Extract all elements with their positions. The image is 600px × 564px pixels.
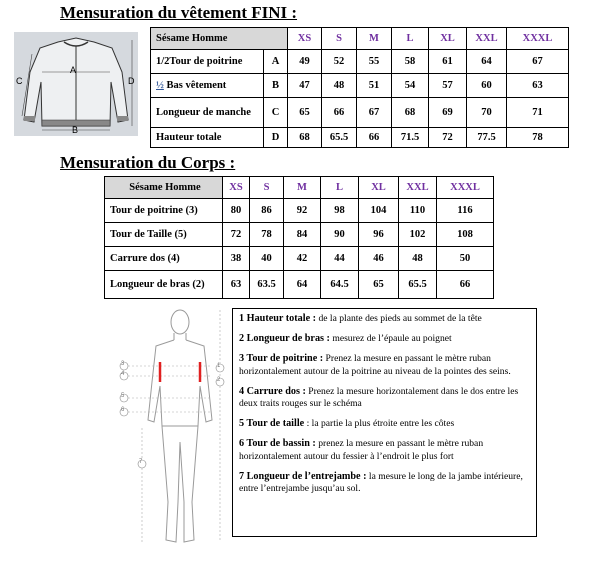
instruction-text: mesurez de l’épaule au poignet [329, 333, 452, 344]
instruction-term: 4 Carrure dos : [239, 385, 306, 397]
instruction-text: de la plante des pieds au sommet de la tête [316, 313, 482, 324]
instruction-text: Prenez la mesure en passant le mètre ruban horizontalement autour de la poitrine au niveau de la pointes des seins. [239, 353, 511, 377]
size-header: S [250, 177, 284, 199]
size-header: XXL [399, 177, 437, 199]
instruction-item [239, 471, 530, 496]
cell: 66 [322, 98, 357, 128]
instruction-item [239, 353, 530, 378]
diagram-letter-a: A [70, 65, 77, 75]
cell: 51 [357, 74, 392, 98]
diagram-number: 7 [139, 459, 143, 465]
row-label: Tour de poitrine (3) [105, 199, 223, 223]
diagram-letter-d: D [128, 76, 135, 86]
row-label: 1/2Tour de poitrine [151, 50, 264, 74]
table-row [151, 74, 569, 98]
cell: 108 [437, 223, 494, 247]
diagram-number: 2 [217, 377, 221, 383]
cell: 40 [250, 247, 284, 271]
cell: 65 [288, 98, 322, 128]
cell: 44 [321, 247, 359, 271]
cell: 72 [223, 223, 250, 247]
body-header-row [105, 177, 494, 199]
size-header: S [322, 28, 357, 50]
cell: 68 [392, 98, 429, 128]
size-header: M [357, 28, 392, 50]
cell: 71.5 [392, 128, 429, 148]
size-header: XXXL [507, 28, 569, 50]
instruction-item [239, 438, 530, 463]
table-row [105, 271, 494, 299]
cell: 86 [250, 199, 284, 223]
cell: 67 [507, 50, 569, 74]
cell: 80 [223, 199, 250, 223]
diagram-number: 5 [121, 393, 125, 399]
row-label [151, 74, 264, 98]
measurement-instructions [232, 308, 537, 537]
size-header: XXXL [437, 177, 494, 199]
half-symbol: ½ [156, 79, 164, 91]
jacket-illustration [14, 32, 138, 136]
cell: 68 [288, 128, 322, 148]
row-letter: D [264, 128, 288, 148]
size-header: L [392, 28, 429, 50]
cell: 69 [429, 98, 467, 128]
size-header: XL [359, 177, 399, 199]
instruction-term: 6 Tour de bassin : [239, 438, 316, 449]
row-label: Longueur de bras (2) [105, 271, 223, 299]
cell: 67 [357, 98, 392, 128]
instruction-term: 3 Tour de poitrine : [239, 353, 324, 364]
cell: 66 [437, 271, 494, 299]
size-header: L [321, 177, 359, 199]
size-header: XS [288, 28, 322, 50]
cell: 84 [284, 223, 321, 247]
cell: 64 [284, 271, 321, 299]
instruction-term: 1 Hauteur totale : [239, 313, 317, 324]
cell: 48 [322, 74, 357, 98]
instruction-text: prenez la mesure en passant le mètre ruban horizontalement autour du fessier à l’endroit le plus fort [239, 438, 484, 462]
size-header: XL [429, 28, 467, 50]
body-size-table [104, 176, 494, 299]
instruction-term: 2 Longueur de bras : [239, 333, 330, 344]
garment-header-row [151, 28, 569, 50]
cell: 104 [359, 199, 399, 223]
cell: 63 [507, 74, 569, 98]
cell: 38 [223, 247, 250, 271]
cell: 78 [250, 223, 284, 247]
cell: 72 [429, 128, 467, 148]
garment-size-table [150, 27, 569, 148]
row-letter: A [264, 50, 288, 74]
diagram-number: 3 [121, 361, 125, 367]
row-label: Longueur de manche [151, 98, 264, 128]
row-label-text: Bas vêtement [163, 79, 227, 91]
table-row [105, 223, 494, 247]
cell: 66 [357, 128, 392, 148]
diagram-letter-b: B [72, 125, 79, 135]
cell: 47 [288, 74, 322, 98]
cell: 64.5 [321, 271, 359, 299]
cell: 110 [399, 199, 437, 223]
cell: 77.5 [467, 128, 507, 148]
table-row [151, 98, 569, 128]
diagram-letter-c: C [16, 76, 23, 86]
cell: 60 [467, 74, 507, 98]
cell: 46 [359, 247, 399, 271]
cell: 54 [392, 74, 429, 98]
instruction-item [239, 333, 530, 346]
cell: 98 [321, 199, 359, 223]
cell: 61 [429, 50, 467, 74]
cell: 55 [357, 50, 392, 74]
cell: 65 [359, 271, 399, 299]
instruction-term: 7 Longueur de l’entrejambe : [239, 470, 367, 482]
instruction-text: Prenez la mesure horizontalement dans le dos entre les deux traits rouges sur le schéma [239, 385, 519, 409]
cell: 50 [437, 247, 494, 271]
instruction-item [239, 386, 530, 411]
cell: 65.5 [399, 271, 437, 299]
cell: 64 [467, 50, 507, 74]
cell: 42 [284, 247, 321, 271]
brand-header: Sésame Homme [151, 28, 288, 50]
garment-section-title: Mensuration du vêtement FINI : [60, 3, 298, 22]
instruction-term: 5 Tour de taille [239, 418, 305, 429]
cell: 92 [284, 199, 321, 223]
row-label: Hauteur totale [151, 128, 264, 148]
instruction-text: la mesure le long de la jambe intérieure, entre l’entrejambe jusqu’au sol. [239, 470, 523, 494]
cell: 58 [392, 50, 429, 74]
diagram-number: 1 [217, 363, 221, 369]
row-letter: B [264, 74, 288, 98]
size-header: XS [223, 177, 250, 199]
cell: 70 [467, 98, 507, 128]
cell: 78 [507, 128, 569, 148]
cell: 63.5 [250, 271, 284, 299]
cell: 116 [437, 199, 494, 223]
cell: 90 [321, 223, 359, 247]
cell: 102 [399, 223, 437, 247]
row-letter: C [264, 98, 288, 128]
body-measure-diagram [112, 302, 234, 556]
diagram-number: 4 [121, 371, 125, 377]
cell: 49 [288, 50, 322, 74]
instruction-item [239, 418, 530, 431]
cell: 65.5 [322, 128, 357, 148]
cell: 52 [322, 50, 357, 74]
body-section-title: Mensuration du Corps : [60, 153, 236, 172]
jacket-diagram [14, 32, 138, 136]
cell: 63 [223, 271, 250, 299]
instruction-item [239, 313, 530, 326]
cell: 57 [429, 74, 467, 98]
size-header: XXL [467, 28, 507, 50]
table-row [151, 128, 569, 148]
size-header: M [284, 177, 321, 199]
row-label: Tour de Taille (5) [105, 223, 223, 247]
diagram-number: 6 [121, 407, 125, 413]
person-illustration [112, 302, 234, 556]
table-row [105, 247, 494, 271]
row-label: Carrure dos (4) [105, 247, 223, 271]
brand-header: Sésame Homme [105, 177, 223, 199]
table-row [151, 50, 569, 74]
instruction-text: : la partie la plus étroite entre les côtes [304, 418, 455, 429]
cell: 71 [507, 98, 569, 128]
cell: 48 [399, 247, 437, 271]
cell: 96 [359, 223, 399, 247]
table-row [105, 199, 494, 223]
